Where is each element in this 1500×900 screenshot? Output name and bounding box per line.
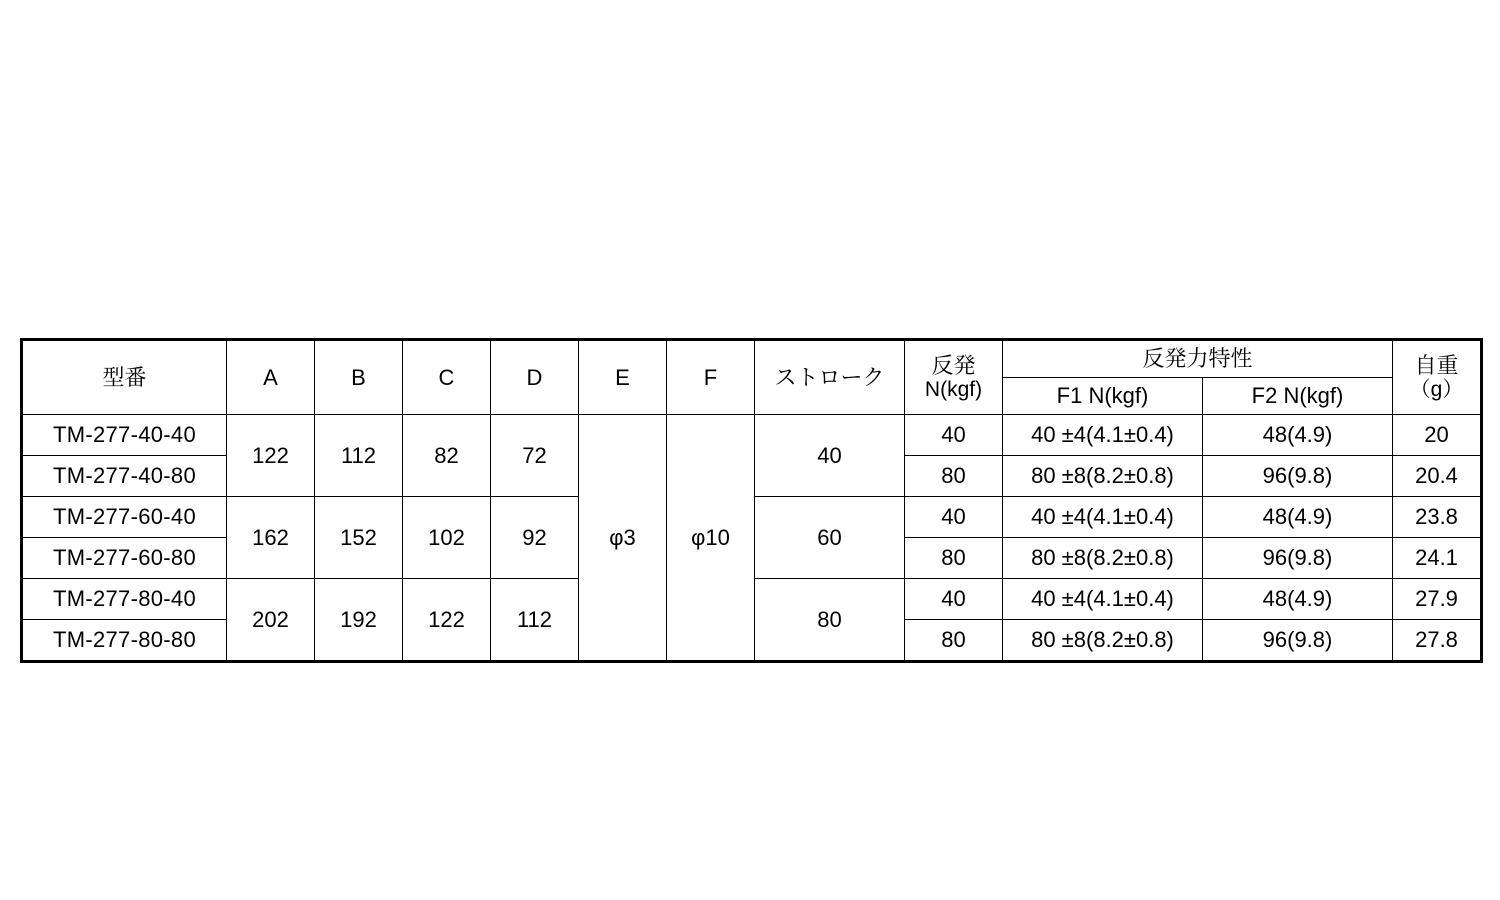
header-repulsion [905, 340, 1003, 415]
cell-f2: 48(4.9) [1203, 579, 1393, 620]
cell-model: TM-277-80-40 [22, 579, 227, 620]
cell-f1: 80 ±8(8.2±0.8) [1003, 538, 1203, 579]
cell-f1: 40 ±4(4.1±0.4) [1003, 415, 1203, 456]
cell-repulsion: 40 [905, 579, 1003, 620]
cell-weight: 27.9 [1393, 579, 1482, 620]
cell-f1: 40 ±4(4.1±0.4) [1003, 497, 1203, 538]
cell-weight: 20.4 [1393, 456, 1482, 497]
cell-a: 202 [227, 579, 315, 662]
cell-model: TM-277-60-40 [22, 497, 227, 538]
table-row [22, 415, 1482, 456]
cell-d: 92 [491, 497, 579, 579]
cell-c: 102 [403, 497, 491, 579]
spec-table-container [20, 338, 1480, 663]
cell-model: TM-277-80-80 [22, 620, 227, 662]
header-f1: F1 N(kgf) [1003, 378, 1203, 415]
cell-repulsion: 40 [905, 415, 1003, 456]
cell-f2: 96(9.8) [1203, 456, 1393, 497]
cell-e: φ3 [579, 415, 667, 662]
header-repulsion-force-group: 反発力特性 [1003, 340, 1393, 378]
cell-d: 112 [491, 579, 579, 662]
cell-d: 72 [491, 415, 579, 497]
cell-b: 112 [315, 415, 403, 497]
cell-weight: 23.8 [1393, 497, 1482, 538]
header-weight-line1: 自重 [1414, 352, 1459, 378]
cell-stroke: 60 [755, 497, 905, 579]
cell-repulsion: 80 [905, 620, 1003, 662]
cell-f2: 96(9.8) [1203, 620, 1393, 662]
cell-weight: 20 [1393, 415, 1482, 456]
header-weight [1393, 340, 1482, 415]
cell-weight: 27.8 [1393, 620, 1482, 662]
cell-b: 192 [315, 579, 403, 662]
header-model: 型番 [22, 340, 227, 415]
cell-stroke: 40 [755, 415, 905, 497]
cell-model: TM-277-60-80 [22, 538, 227, 579]
cell-repulsion: 80 [905, 538, 1003, 579]
header-f: F [667, 340, 755, 415]
cell-f2: 96(9.8) [1203, 538, 1393, 579]
cell-a: 162 [227, 497, 315, 579]
cell-c: 122 [403, 579, 491, 662]
cell-f1: 80 ±8(8.2±0.8) [1003, 456, 1203, 497]
header-weight-line2: （g） [1409, 378, 1464, 402]
cell-weight: 24.1 [1393, 538, 1482, 579]
table-header-row [22, 340, 1482, 378]
cell-model: TM-277-40-80 [22, 456, 227, 497]
header-f2: F2 N(kgf) [1203, 378, 1393, 415]
header-c: C [403, 340, 491, 415]
header-d: D [491, 340, 579, 415]
header-b: B [315, 340, 403, 415]
header-repulsion-line1: 反発 [931, 352, 976, 378]
cell-f2: 48(4.9) [1203, 415, 1393, 456]
cell-f: φ10 [667, 415, 755, 662]
cell-model: TM-277-40-40 [22, 415, 227, 456]
cell-f1: 80 ±8(8.2±0.8) [1003, 620, 1203, 662]
cell-repulsion: 80 [905, 456, 1003, 497]
cell-b: 152 [315, 497, 403, 579]
specification-table [20, 338, 1483, 663]
cell-f1: 40 ±4(4.1±0.4) [1003, 579, 1203, 620]
header-stroke: ストローク [755, 340, 905, 415]
header-repulsion-line2: N(kgf) [924, 378, 983, 402]
cell-c: 82 [403, 415, 491, 497]
header-a: A [227, 340, 315, 415]
header-e: E [579, 340, 667, 415]
cell-a: 122 [227, 415, 315, 497]
cell-stroke: 80 [755, 579, 905, 662]
cell-f2: 48(4.9) [1203, 497, 1393, 538]
cell-repulsion: 40 [905, 497, 1003, 538]
